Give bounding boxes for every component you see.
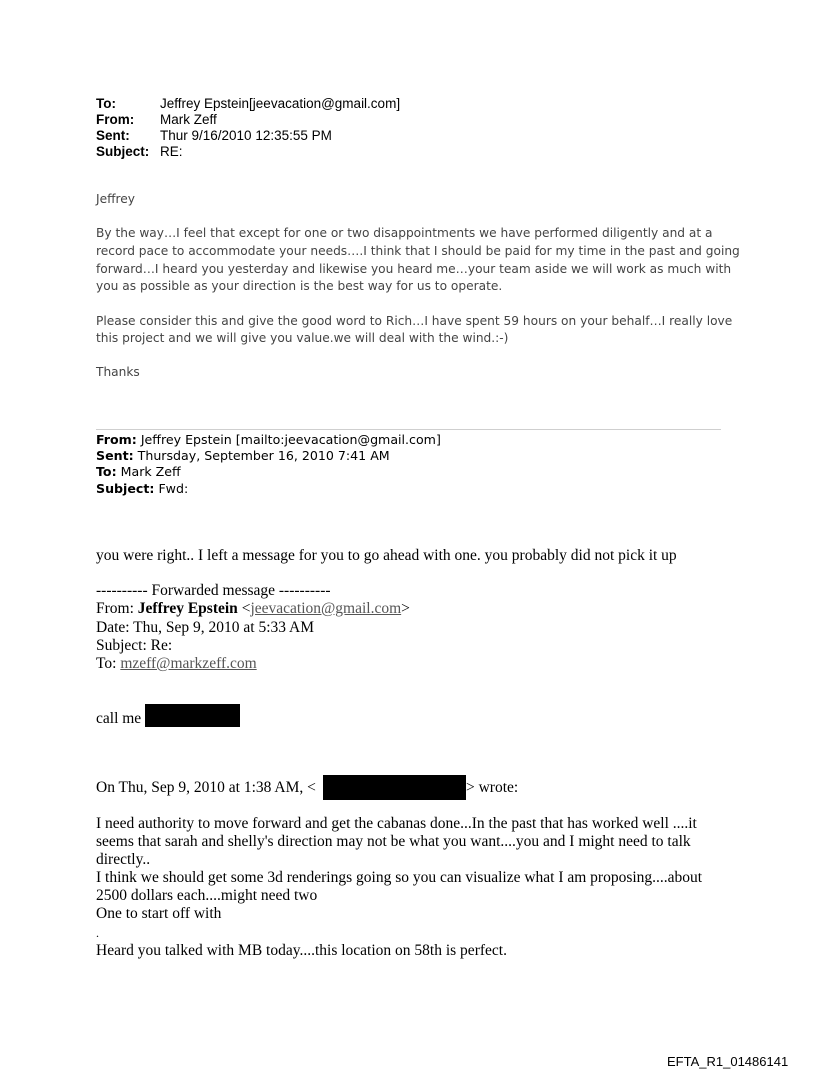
- sent-value: Thur 9/16/2010 12:35:55 PM: [160, 128, 332, 143]
- to-line: [96, 655, 257, 673]
- fwd-to-value: Mark Zeff: [116, 464, 181, 479]
- paragraph-line: this project and we will give you value.we will deal with the wind.:-): [96, 331, 509, 345]
- forwarded-marker: ---------- Forwarded message ----------: [96, 582, 331, 599]
- quote-line: 2500 dollars each....might need two: [96, 887, 318, 904]
- gt: >: [401, 600, 410, 617]
- from-email-link[interactable]: jeevacation@gmail.com: [250, 600, 402, 617]
- quote-line: I need authority to move forward and get the cabanas done...In the past that has worked well ....it: [96, 815, 697, 832]
- quote-line: One to start off with: [96, 905, 222, 922]
- paragraph-line: By the way…I feel that except for one or two disappointments we have performed diligently and at a: [96, 226, 713, 240]
- call-me-line: call me: [96, 710, 142, 727]
- subject-value: RE:: [160, 144, 183, 159]
- subject-label: Subject:: [96, 144, 150, 159]
- fwd-from-line: [96, 600, 410, 618]
- date-line: Date: Thu, Sep 9, 2010 at 5:33 AM: [96, 619, 314, 636]
- from-name: Jeffrey Epstein: [137, 600, 238, 617]
- fwd-from-value: Jeffrey Epstein [mailto:jeevacation@gmail.com]: [136, 432, 441, 447]
- redaction-block: [145, 704, 240, 727]
- document-id: EFTA_R1_01486141: [667, 1054, 789, 1069]
- subject-line: Subject: Re:: [96, 637, 173, 654]
- redaction-block: [323, 775, 466, 800]
- last-line: Heard you talked with MB today....this location on 58th is perfect.: [96, 942, 507, 959]
- on-prefix: On Thu, Sep 9, 2010 at 1:38 AM, <: [96, 779, 316, 796]
- from-prefix: From:: [96, 600, 138, 617]
- fwd-subject-row: [96, 480, 188, 498]
- paragraph-line: you as possible as your direction is the best way for us to operate.: [96, 279, 503, 293]
- paragraph-line: Please consider this and give the good word to Rich…I have spent 59 hours on your behalf…I really love: [96, 314, 733, 328]
- fwd-to-label: To:: [96, 464, 117, 479]
- closing: Thanks: [96, 365, 140, 379]
- fwd-subject-label: Subject:: [96, 481, 155, 496]
- to-prefix: To:: [96, 655, 121, 672]
- from-value: Mark Zeff: [160, 112, 217, 127]
- to-email-link[interactable]: mzeff@markzeff.com: [120, 655, 257, 672]
- fwd-to-row: [96, 463, 181, 481]
- from-label: From:: [96, 112, 135, 127]
- dot: .: [96, 926, 99, 940]
- lt: <: [237, 600, 251, 617]
- fwd-sent-value: Thursday, September 16, 2010 7:41 AM: [133, 448, 390, 463]
- greeting: Jeffrey: [96, 192, 135, 206]
- paragraph-line: forward…I heard you yesterday and likewise you heard me…your team aside we will work as much with: [96, 262, 732, 276]
- quote-line: seems that sarah and shelly's direction may not be what you want....you and I might need to talk: [96, 833, 691, 850]
- quote-line: I think we should get some 3d renderings going so you can visualize what I am proposing....about: [96, 869, 703, 886]
- quote-line: directly..: [96, 851, 151, 868]
- to-label: To:: [96, 96, 116, 111]
- fwd-sent-label: Sent:: [96, 448, 134, 463]
- paragraph-line: record pace to accommodate your needs….I think that I should be paid for my time in the past and going: [96, 244, 740, 258]
- body-line: you were right.. I left a message for you to go ahead with one. you probably did not pick it up: [96, 547, 677, 564]
- sent-label: Sent:: [96, 128, 130, 143]
- fwd-subject-value: Fwd:: [154, 481, 189, 496]
- to-value: Jeffrey Epstein[jeevacation@gmail.com]: [160, 96, 401, 111]
- on-suffix: > wrote:: [466, 779, 519, 796]
- fwd-from-label: From:: [96, 432, 137, 447]
- divider: [96, 429, 721, 430]
